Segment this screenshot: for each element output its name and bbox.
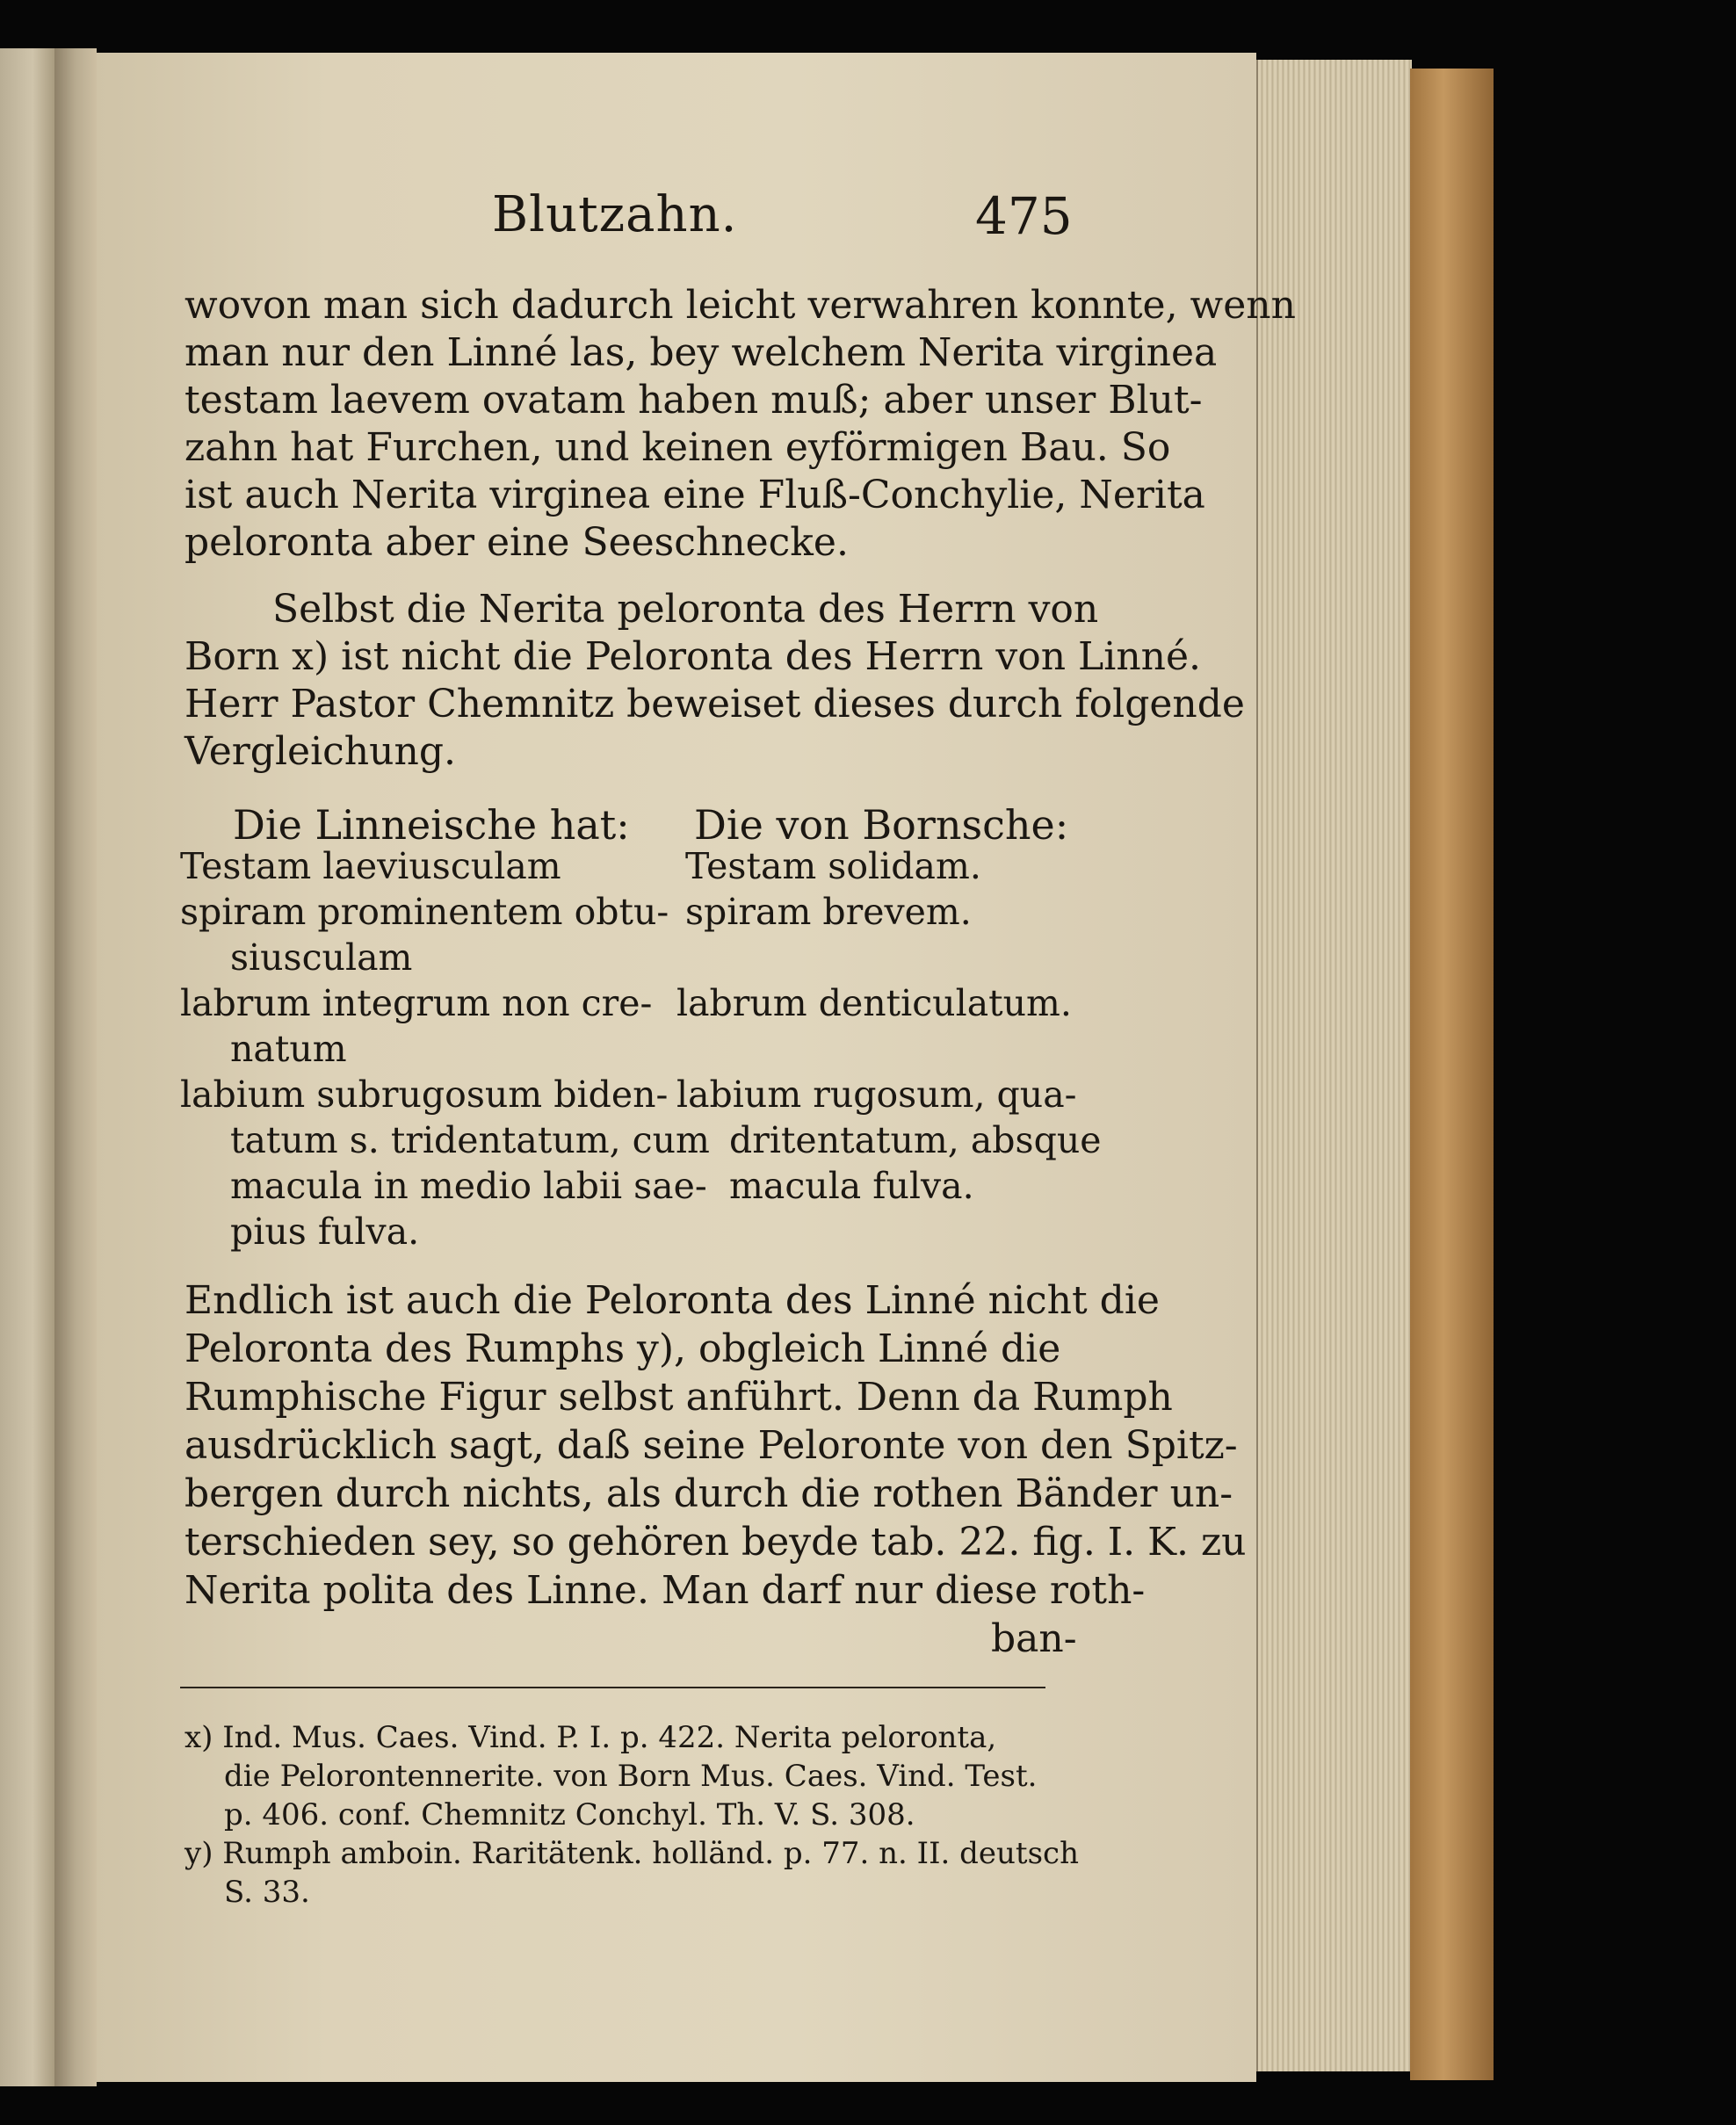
page-edges	[1256, 60, 1412, 2071]
paragraph3-line: bergen durch nichts, als durch die rothen Bänder un-	[184, 1471, 1233, 1516]
paragraph1-line: ist auch Nerita virginea eine Fluß-Conchylie, Nerita	[184, 473, 1205, 517]
running-title: Blutzahn.	[492, 186, 738, 243]
paragraph1-line: testam laevem ovatam haben muß; aber unser Blut-	[184, 378, 1203, 423]
right-column-line: labrum denticulatum.	[676, 982, 1072, 1024]
paragraph2-line: Herr Pastor Chemnitz beweiset dieses durch folgende	[184, 682, 1245, 726]
page-number: 475	[975, 186, 1073, 246]
left-column-line: tatum s. tridentatum, cum	[230, 1119, 710, 1161]
footnote-line: S. 33.	[224, 1875, 310, 1910]
left-column-line: Testam laeviusculam	[180, 845, 561, 887]
right-column-line: labium rugosum, qua-	[676, 1073, 1077, 1116]
footnote-line: y) Rumph amboin. Raritätenk. holländ. p. 77. n. II. deutsch	[184, 1836, 1079, 1871]
paragraph3-line: terschieden sey, so gehören beyde tab. 22. fig. I. K. zu	[184, 1520, 1247, 1565]
leather-cover	[1410, 69, 1494, 2080]
left-column-line: natum	[230, 1028, 347, 1070]
footnote-line: die Pelorontennerite. von Born Mus. Caes. Vind. Test.	[224, 1759, 1038, 1794]
paragraph1-line: man nur den Linné las, bey welchem Nerita virginea	[184, 330, 1218, 375]
paragraph3-line: Rumphische Figur selbst anführt. Denn da Rumph	[184, 1375, 1173, 1420]
catchword: ban-	[991, 1616, 1077, 1661]
right-column-line: Testam solidam.	[685, 845, 981, 887]
paragraph3-line: ausdrücklich sagt, daß seine Peloronte von den Spitz-	[184, 1423, 1238, 1468]
right-column-line: macula fulva.	[729, 1165, 974, 1207]
left-column-line: macula in medio labii sae-	[230, 1165, 707, 1207]
left-column-line: labrum integrum non cre-	[180, 982, 653, 1024]
left-column-line: spiram prominentem obtu-	[180, 891, 669, 933]
right-column-line: dritentatum, absque	[729, 1119, 1102, 1161]
paragraph2-line: Vergleichung.	[184, 729, 456, 774]
paragraph2-line: Born x) ist nicht die Peloronta des Herrn von Linné.	[184, 634, 1202, 679]
paragraph1-line: peloronta aber eine Seeschnecke.	[184, 520, 849, 565]
left-column-line: pius fulva.	[230, 1211, 420, 1253]
footnote-line: x) Ind. Mus. Caes. Vind. P. I. p. 422. Nerita peloronta,	[184, 1720, 997, 1755]
left-column-line: labium subrugosum biden-	[180, 1073, 669, 1116]
right-column-line: spiram brevem.	[685, 891, 972, 933]
paragraph1-line: zahn hat Furchen, und keinen eyförmigen Bau. So	[184, 425, 1171, 470]
paragraph3-line: Nerita polita des Linne. Man darf nur diese roth-	[184, 1568, 1146, 1613]
left-column-heading: Die Linneische hat:	[233, 801, 630, 849]
paragraph3-line: Peloronta des Rumphs y), obgleich Linné die	[184, 1326, 1061, 1371]
footnote-line: p. 406. conf. Chemnitz Conchyl. Th. V. S. 308.	[224, 1797, 915, 1832]
right-column-heading: Die von Bornsche:	[694, 801, 1069, 849]
book-gutter	[54, 48, 97, 2086]
left-page-fragment	[0, 48, 56, 2086]
footnote-rule	[180, 1687, 1045, 1688]
paragraph2-line: Selbst die Nerita peloronta des Herrn von	[272, 587, 1099, 632]
paragraph1-line: wovon man sich dadurch leicht verwahren konnte, wenn	[184, 283, 1296, 328]
paragraph3-line: Endlich ist auch die Peloronta des Linné nicht die	[184, 1278, 1160, 1323]
left-column-line: siusculam	[230, 936, 413, 979]
